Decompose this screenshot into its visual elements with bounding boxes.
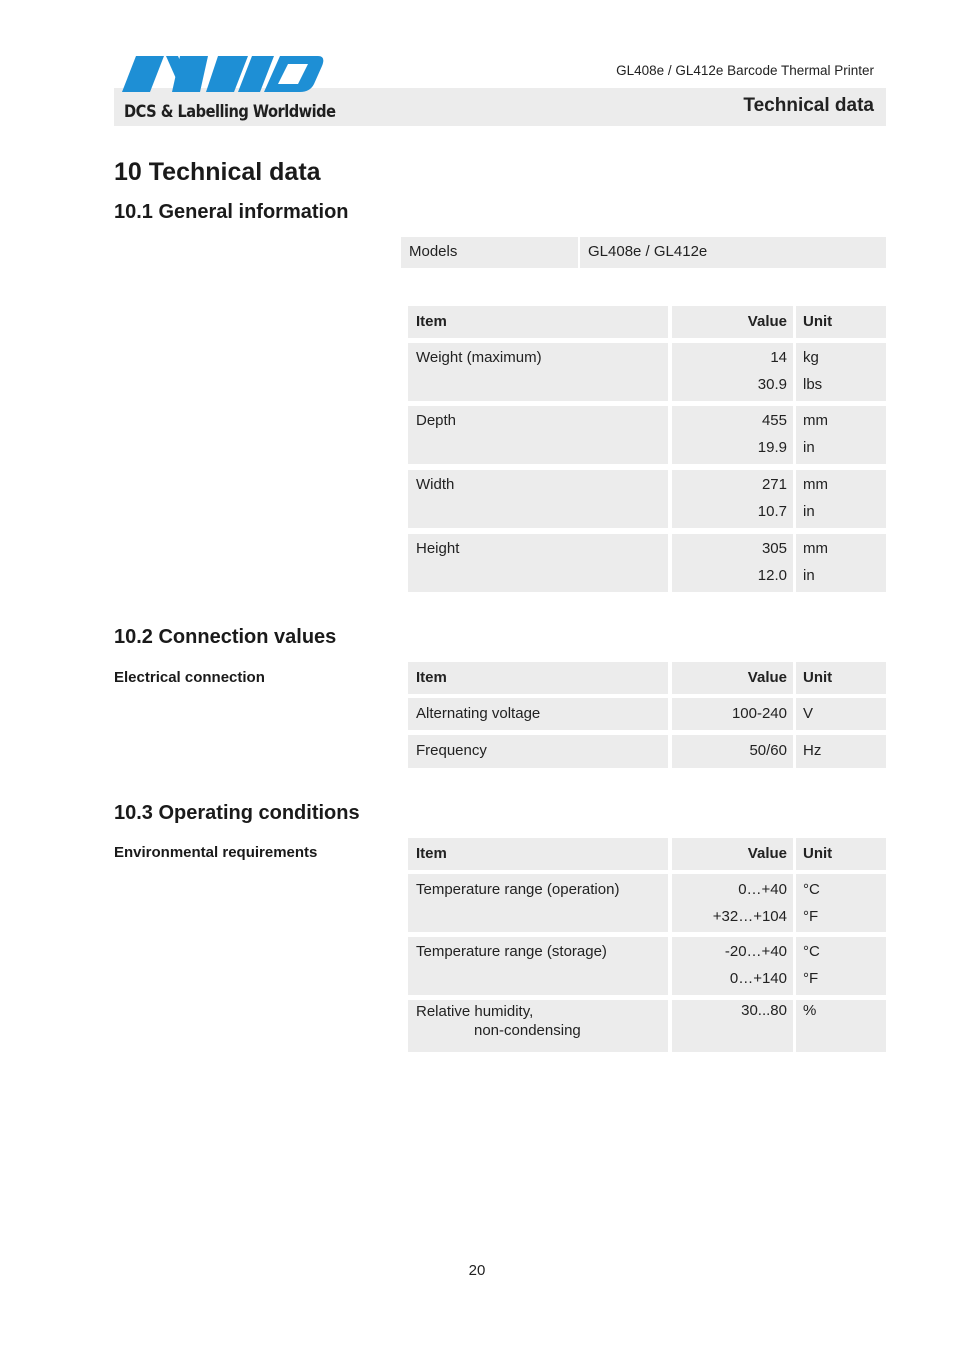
item-cell [408,1000,668,1052]
unit-cell [796,1000,886,1052]
unit-cell: Hz [796,735,886,768]
side-label-electrical: Electrical connection [114,669,265,686]
value-text: 305 [761,540,787,557]
unit-text: °C [803,943,820,960]
header-value: Value [672,662,793,694]
unit-text: lbs [803,376,823,393]
value-text: 10.7 [757,503,787,520]
models-value: GL408e / GL412e [580,237,886,268]
value-cell [672,937,793,995]
value-text: 30.9 [757,376,787,393]
value-text: 19.9 [757,439,787,456]
chapter-title: 10 Technical data [114,158,321,186]
sato-logo-mark [122,56,323,92]
models-label: Models [401,237,578,268]
unit-text: in [803,439,815,456]
value-cell [672,1000,793,1052]
item-text: Weight (maximum) [416,349,542,366]
company-tagline: DCS & Labelling Worldwide [124,102,336,122]
unit-text: kg [803,349,819,366]
item-text: Height [416,540,460,557]
unit-cell [796,534,886,592]
section-title-general: 10.1 General information [114,201,349,223]
value-text: -20…+40 [724,943,787,960]
item-cell: Alternating voltage [408,698,668,730]
unit-text: in [803,567,815,584]
item-text: Width [416,476,455,493]
unit-cell [796,343,886,401]
value-text: 271 [761,476,787,493]
header-unit: Unit [796,306,886,338]
value-text: 0…+140 [729,970,787,987]
value-text: 14 [770,349,787,366]
item-text: Temperature range (operation) [416,881,620,898]
value-text: +32…+104 [712,908,787,925]
header-value: Value [672,306,793,338]
unit-text: in [803,503,815,520]
unit-cell [796,874,886,932]
side-label-environmental: Environmental requirements [114,844,318,861]
unit-text: °F [803,908,819,925]
unit-text: °F [803,970,819,987]
header-unit: Unit [796,838,886,870]
unit-cell [796,406,886,464]
item-cell [408,534,668,592]
header-value: Value [672,838,793,870]
value-cell [672,343,793,401]
item-cell [408,937,668,995]
value-cell [672,874,793,932]
item-text: Depth [416,412,457,429]
item-cell [408,406,668,464]
document-title: GL408e / GL412e Barcode Thermal Printer [616,63,874,78]
section-title-connection: 10.2 Connection values [114,626,337,648]
page-number: 20 [468,1262,486,1279]
header-item: Item [408,838,668,870]
value-text: 12.0 [757,567,787,584]
item-text: Relative humidity, [416,1003,534,1020]
value-cell [672,406,793,464]
item-cell: Frequency [408,735,668,768]
unit-text: mm [803,540,828,557]
item-text: Temperature range (storage) [416,943,607,960]
item-cell [408,874,668,932]
unit-text: °C [803,881,820,898]
header-item: Item [408,306,668,338]
item-cell [408,343,668,401]
value-text: 0…+40 [738,881,787,898]
value-text: 30...80 [741,1002,787,1019]
value-cell: 100-240 [672,698,793,730]
value-text: 455 [761,412,787,429]
value-cell [672,470,793,528]
section-title-operating: 10.3 Operating conditions [114,802,360,824]
unit-cell [796,470,886,528]
item-cell [408,470,668,528]
header-unit: Unit [796,662,886,694]
running-section-title: Technical data [743,95,874,116]
value-cell: 50/60 [672,735,793,768]
value-cell [672,534,793,592]
unit-text: mm [803,412,828,429]
header-item: Item [408,662,668,694]
item-text-line2: non-condensing [474,1022,581,1039]
sato-logo [122,54,324,94]
unit-cell [796,937,886,995]
unit-text: % [803,1002,817,1019]
unit-text: mm [803,476,828,493]
unit-cell: V [796,698,886,730]
